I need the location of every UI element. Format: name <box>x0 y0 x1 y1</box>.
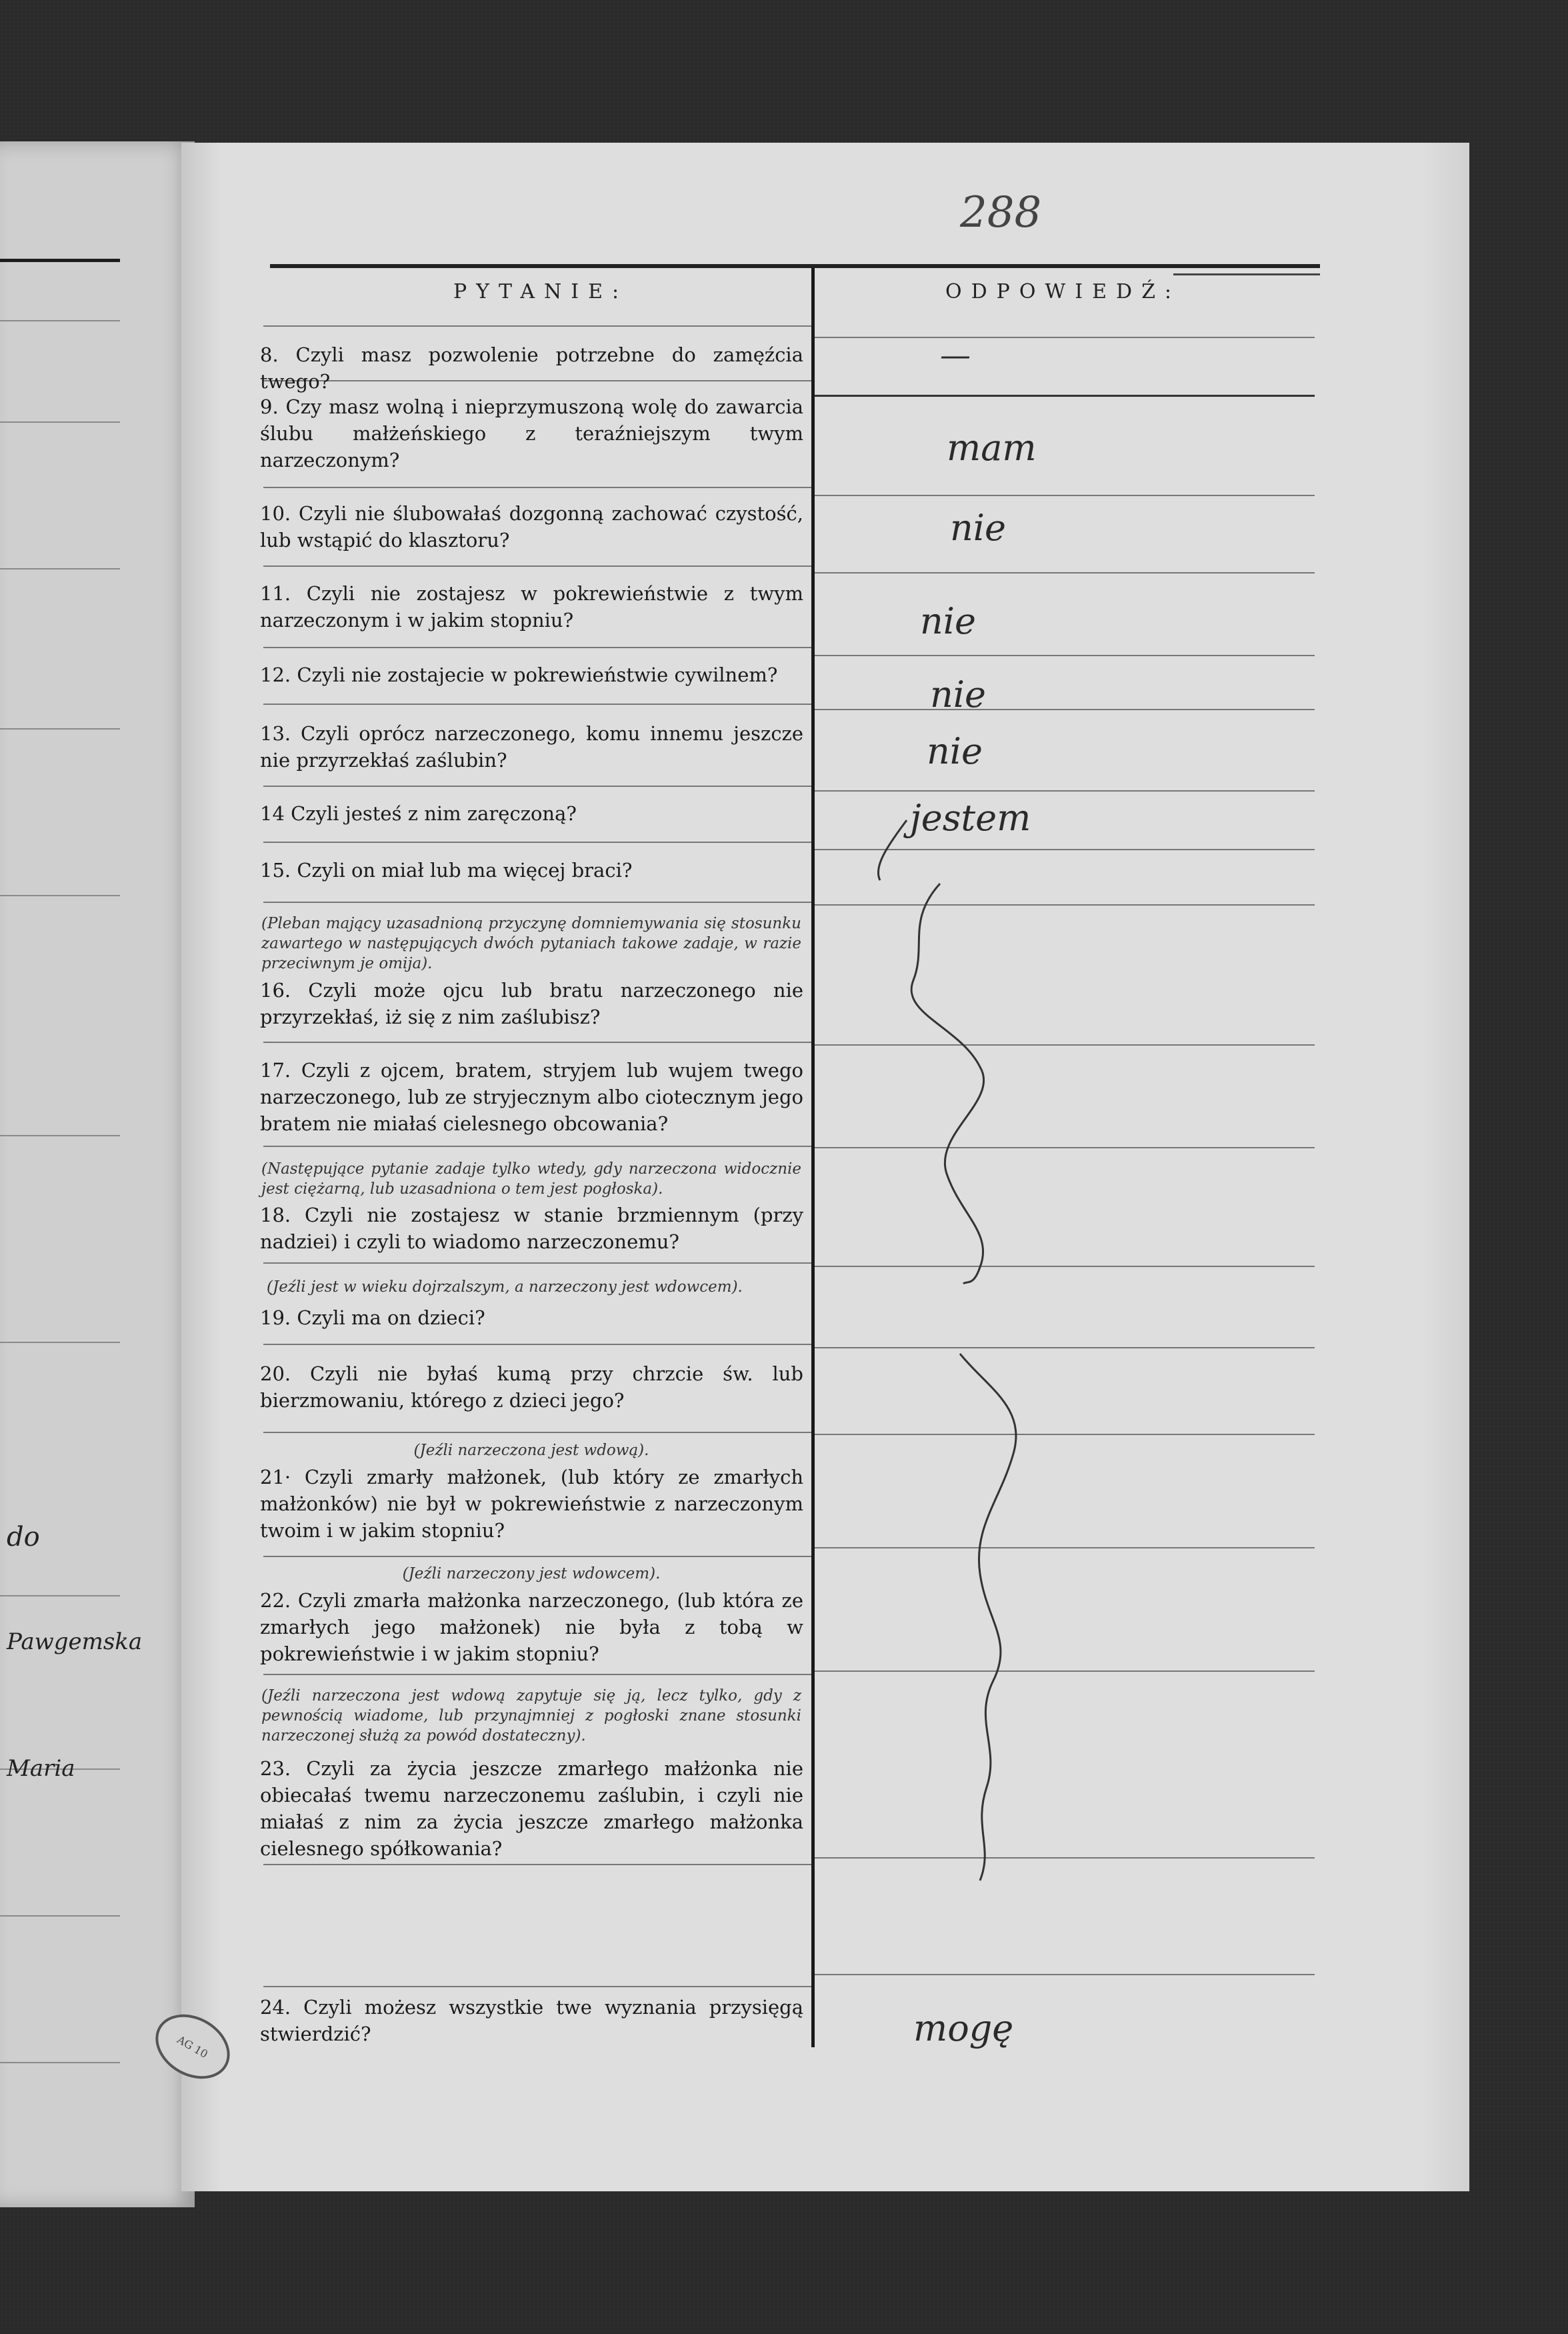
question-23: 23. Czyli za życia jeszcze zmarłego małżonka nie obiecałaś twemu narzeczonemu zaślubin, i czyli nie miałaś z nim za życia jeszcze zmarłego małżonka cielesnego spółkowania? <box>260 1757 803 1860</box>
left-page-handwriting: Maria <box>7 1755 75 1782</box>
archive-stamp: AG 10 <box>144 2001 241 2091</box>
answer-9: mam <box>947 427 1037 469</box>
question-8: 8. Czyli masz pozwolenie potrzebne do zamęźcia twego? <box>260 343 803 393</box>
answer-14: jestem <box>910 797 1031 839</box>
left-page-handwriting: Pawgemska <box>7 1628 143 1655</box>
question-15: 15. Czyli on miał lub ma więcej braci? <box>260 859 633 882</box>
question-12: 12. Czyli nie zostajecie w pokrewieństwie cywilnem? <box>260 664 778 686</box>
question-16: 16. Czyli może ojcu lub bratu narzeczonego nie przyrzekłaś, iż się z nim zaślubisz? <box>260 979 803 1028</box>
pen-stroke-16-19 <box>911 884 984 1284</box>
question-10: 10. Czyli nie ślubowałaś dozgonną zachować czystość, lub wstąpić do klasztoru? <box>260 502 803 551</box>
answer-13: nie <box>927 730 983 772</box>
pen-stroke-20-23 <box>960 1354 1016 1881</box>
question-16-note: (Pleban mający uzasadnioną przyczynę domniemywania się stosunku zawartego w następujących dwóch pytaniach takowe zadaje, w razie przeciwnym je omija). <box>261 915 801 972</box>
question-21: 21· Czyli zmarły małżonek, (lub który ze zmarłych małżonków) nie był w pokrewieństwie z narzeczonym twoim i w jakim stopniu? <box>260 1466 803 1542</box>
question-18-note: (Następujące pytanie zadaje tylko wtedy, gdy narzeczona widocznie jest ciężarną, lub uzasadniona o tem jest pogłoska). <box>261 1160 801 1198</box>
answer-8: — <box>940 337 971 373</box>
answer-12: nie <box>930 674 987 716</box>
question-17: 17. Czyli z ojcem, bratem, stryjem lub wujem twego narzeczonego, lub ze stryjecznym albo ciotecznym jego bratem nie miałaś cielesnego obcowania? <box>260 1059 803 1135</box>
left-page-handwriting: do <box>7 1522 40 1552</box>
pen-stroke-15 <box>878 820 907 880</box>
answer-header: ODPOWIEDŹ: <box>945 280 1181 303</box>
question-header: PYTANIE: <box>453 280 629 303</box>
question-9: 9. Czy masz wolną i nieprzymuszoną wolę do zawarcia ślubu małżeńskiego z teraźniejszym twym narzeczonym? <box>260 395 803 471</box>
question-13: 13. Czyli oprócz narzeczonego, komu innemu jeszcze nie przyrzekłaś zaślubin? <box>260 722 803 772</box>
question-21-note: (Jeźli narzeczona jest wdową). <box>413 1442 649 1459</box>
answer-24: mogę <box>913 2007 1014 2049</box>
question-23-note: (Jeźli narzeczona jest wdową zapytuje się ją, lecz tylko, gdy z pewnością wiadome, lub przynajmniej z pogłoski znane stosunki narzeczonej służą za powód dostateczny). <box>261 1687 801 1744</box>
question-24: 24. Czyli możesz wszystkie twe wyznania przysięgą stwierdzić? <box>260 1996 803 2045</box>
page-number: 288 <box>960 188 1042 237</box>
answer-10: nie <box>950 507 1007 549</box>
question-22: 22. Czyli zmarła małżonka narzeczonego, (lub która ze zmarłych jego małżonek) nie była z tobą w pokrewieństwie i w jakim stopniu? <box>260 1589 803 1665</box>
answer-11: nie <box>920 600 977 642</box>
question-22-note: (Jeźli narzeczony jest wdowcem). <box>402 1565 661 1582</box>
question-19-note: (Jeźli jest w wieku dojrzalszym, a narzeczony jest wdowcem). <box>267 1278 743 1296</box>
question-14: 14 Czyli jesteś z nim zaręczoną? <box>260 802 577 825</box>
question-19: 19. Czyli ma on dzieci? <box>260 1306 485 1329</box>
question-11: 11. Czyli nie zostajesz w pokrewieństwie z twym narzeczonym i w jakim stopniu? <box>260 582 803 632</box>
question-18: 18. Czyli nie zostajesz w stanie brzmiennym (przy nadziei) i czyli to wiadomo narzeczonemu? <box>260 1204 803 1253</box>
question-20: 20. Czyli nie byłaś kumą przy chrzcie św. lub bierzmowaniu, którego z dzieci jego? <box>260 1362 803 1412</box>
